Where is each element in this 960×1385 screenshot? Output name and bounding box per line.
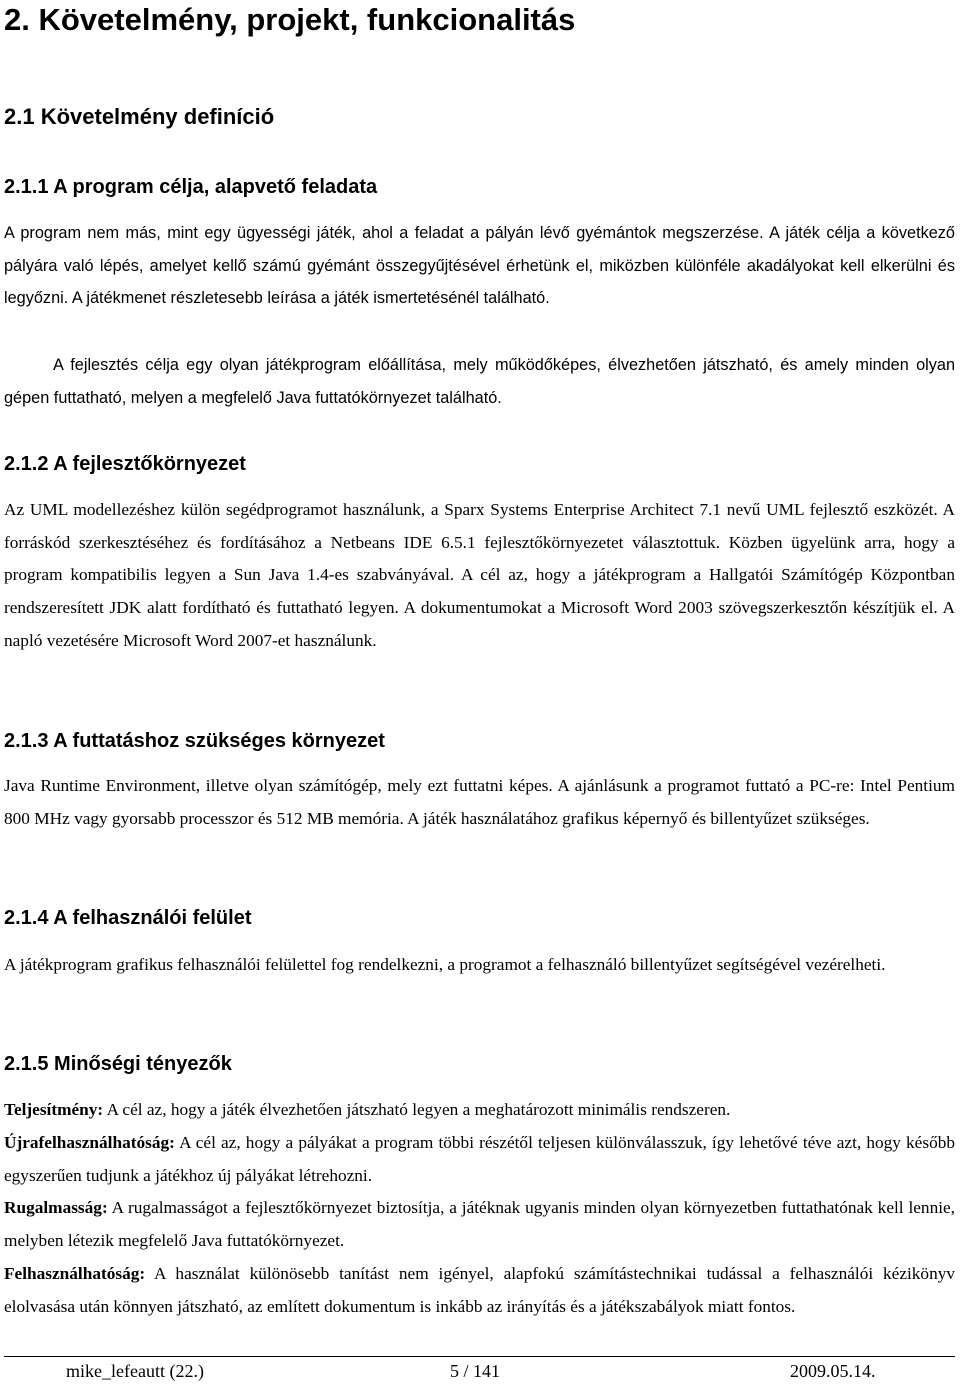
- quality-term: Újrafelhasználhatóság:: [4, 1133, 175, 1152]
- section-heading-2-1: 2.1 Követelmény definíció: [4, 104, 275, 129]
- paragraph-dev-environment: Az UML modellezéshez külön segédprogramot használunk, a Sparx Systems Enterprise Architect 7.1 nevű UML fejlesztő eszközét. A forráskód szerkesztéséhez és fordításához a Netbeans IDE 6.5.1 fejlesztőkörnyezetet választottuk. Közben ügyelünk arra, hogy a program kompatibilis legyen a Sun Java 1.4-es szabványával. A cél az, hogy a játékprogram a Hallgatói Számítógép Központban rendszeresített JDK alatt fordítható és futtatható legyen. A dokumentumokat a Microsoft Word 2003 szövegszerkesztőn készítjük el. A napló vezetésére Microsoft Word 2007-et használunk.: [4, 500, 955, 650]
- footer-author: mike_lefeautt (22.): [66, 1361, 204, 1381]
- quality-item-performance: [4, 1094, 955, 1127]
- quality-text: A cél az, hogy a játék élvezhetően játszható legyen a meghatározott minimális rendszeren.: [103, 1100, 731, 1119]
- quality-item-usability: [4, 1258, 955, 1323]
- subsection-heading-2-1-5: 2.1.5 Minőségi tényezők: [4, 1053, 232, 1075]
- paragraph-development-goal: A fejlesztés célja egy olyan játékprogram előállítása, mely működőképes, élvezhetően játszható, és amely minden olyan gépen futtatható, melyen a megfelelő Java futtatókörnyezet található.: [4, 356, 955, 407]
- subsection-heading-2-1-1: 2.1.1 A program célja, alapvető feladata: [4, 176, 378, 198]
- quality-item-flexibility: [4, 1192, 955, 1257]
- footer-date: 2009.05.14.: [790, 1361, 876, 1381]
- quality-item-reusability: [4, 1127, 955, 1192]
- quality-text: A rugalmasságot a fejlesztőkörnyezet biztosítja, a játéknak ugyanis minden olyan környezetben futtathatónak kell lennie, melyben létezik megfelelő Java futtatókörnyezet.: [4, 1198, 955, 1250]
- quality-term: Teljesítmény:: [4, 1100, 104, 1119]
- page-footer: [4, 1356, 955, 1381]
- quality-text: A használat különösebb tanítást nem igényel, alapfokú számítástechnikai tudással a felhasználói kézikönyv elolvasása után könnyen játszható, az említett dokumentum is inkább az irányítás és a játékszabályok miatt fontos.: [4, 1264, 955, 1316]
- paragraph-user-interface: A játékprogram grafikus felhasználói felülettel fog rendelkezni, a programot a felhasználó billentyűzet segítségével vezérelheti.: [4, 955, 886, 974]
- paragraph-runtime-environment: Java Runtime Environment, illetve olyan számítógép, mely ezt futtatni képes. A ajánlásunk a programot futtató a PC-re: Intel Pentium 800 MHz vagy gyorsabb processzor és 512 MB memória. A játék használatához grafikus képernyő és billentyűzet szükséges.: [4, 776, 955, 828]
- chapter-heading: 2. Követelmény, projekt, funkcionalitás: [4, 2, 576, 37]
- quality-text: A cél az, hogy a pályákat a program többi részétől teljesen különválasszuk, így lehetővé téve azt, hogy később egyszerűen tudjunk a játékhoz új pályákat létrehozni.: [4, 1133, 955, 1185]
- subsection-heading-2-1-4: 2.1.4 A felhasználói felület: [4, 907, 252, 929]
- subsection-heading-2-1-2: 2.1.2 A fejlesztőkörnyezet: [4, 453, 246, 475]
- subsection-heading-2-1-3: 2.1.3 A futtatáshoz szükséges környezet: [4, 730, 385, 752]
- paragraph-program-goal: A program nem más, mint egy ügyességi játék, ahol a feladat a pályán lévő gyémántok megszerzése. A játék célja a következő pályára való lépés, amelyet kellő számú gyémánt összegyűjtésével érhetünk el, miközben különféle akadályokat kell elkerülni és legyőzni. A játékmenet részletesebb leírása a játék ismertetésénél található.: [4, 224, 955, 308]
- quality-term: Rugalmasság:: [4, 1198, 108, 1217]
- footer-page-number: 5 / 141: [450, 1361, 501, 1381]
- quality-term: Felhasználhatóság:: [4, 1264, 146, 1283]
